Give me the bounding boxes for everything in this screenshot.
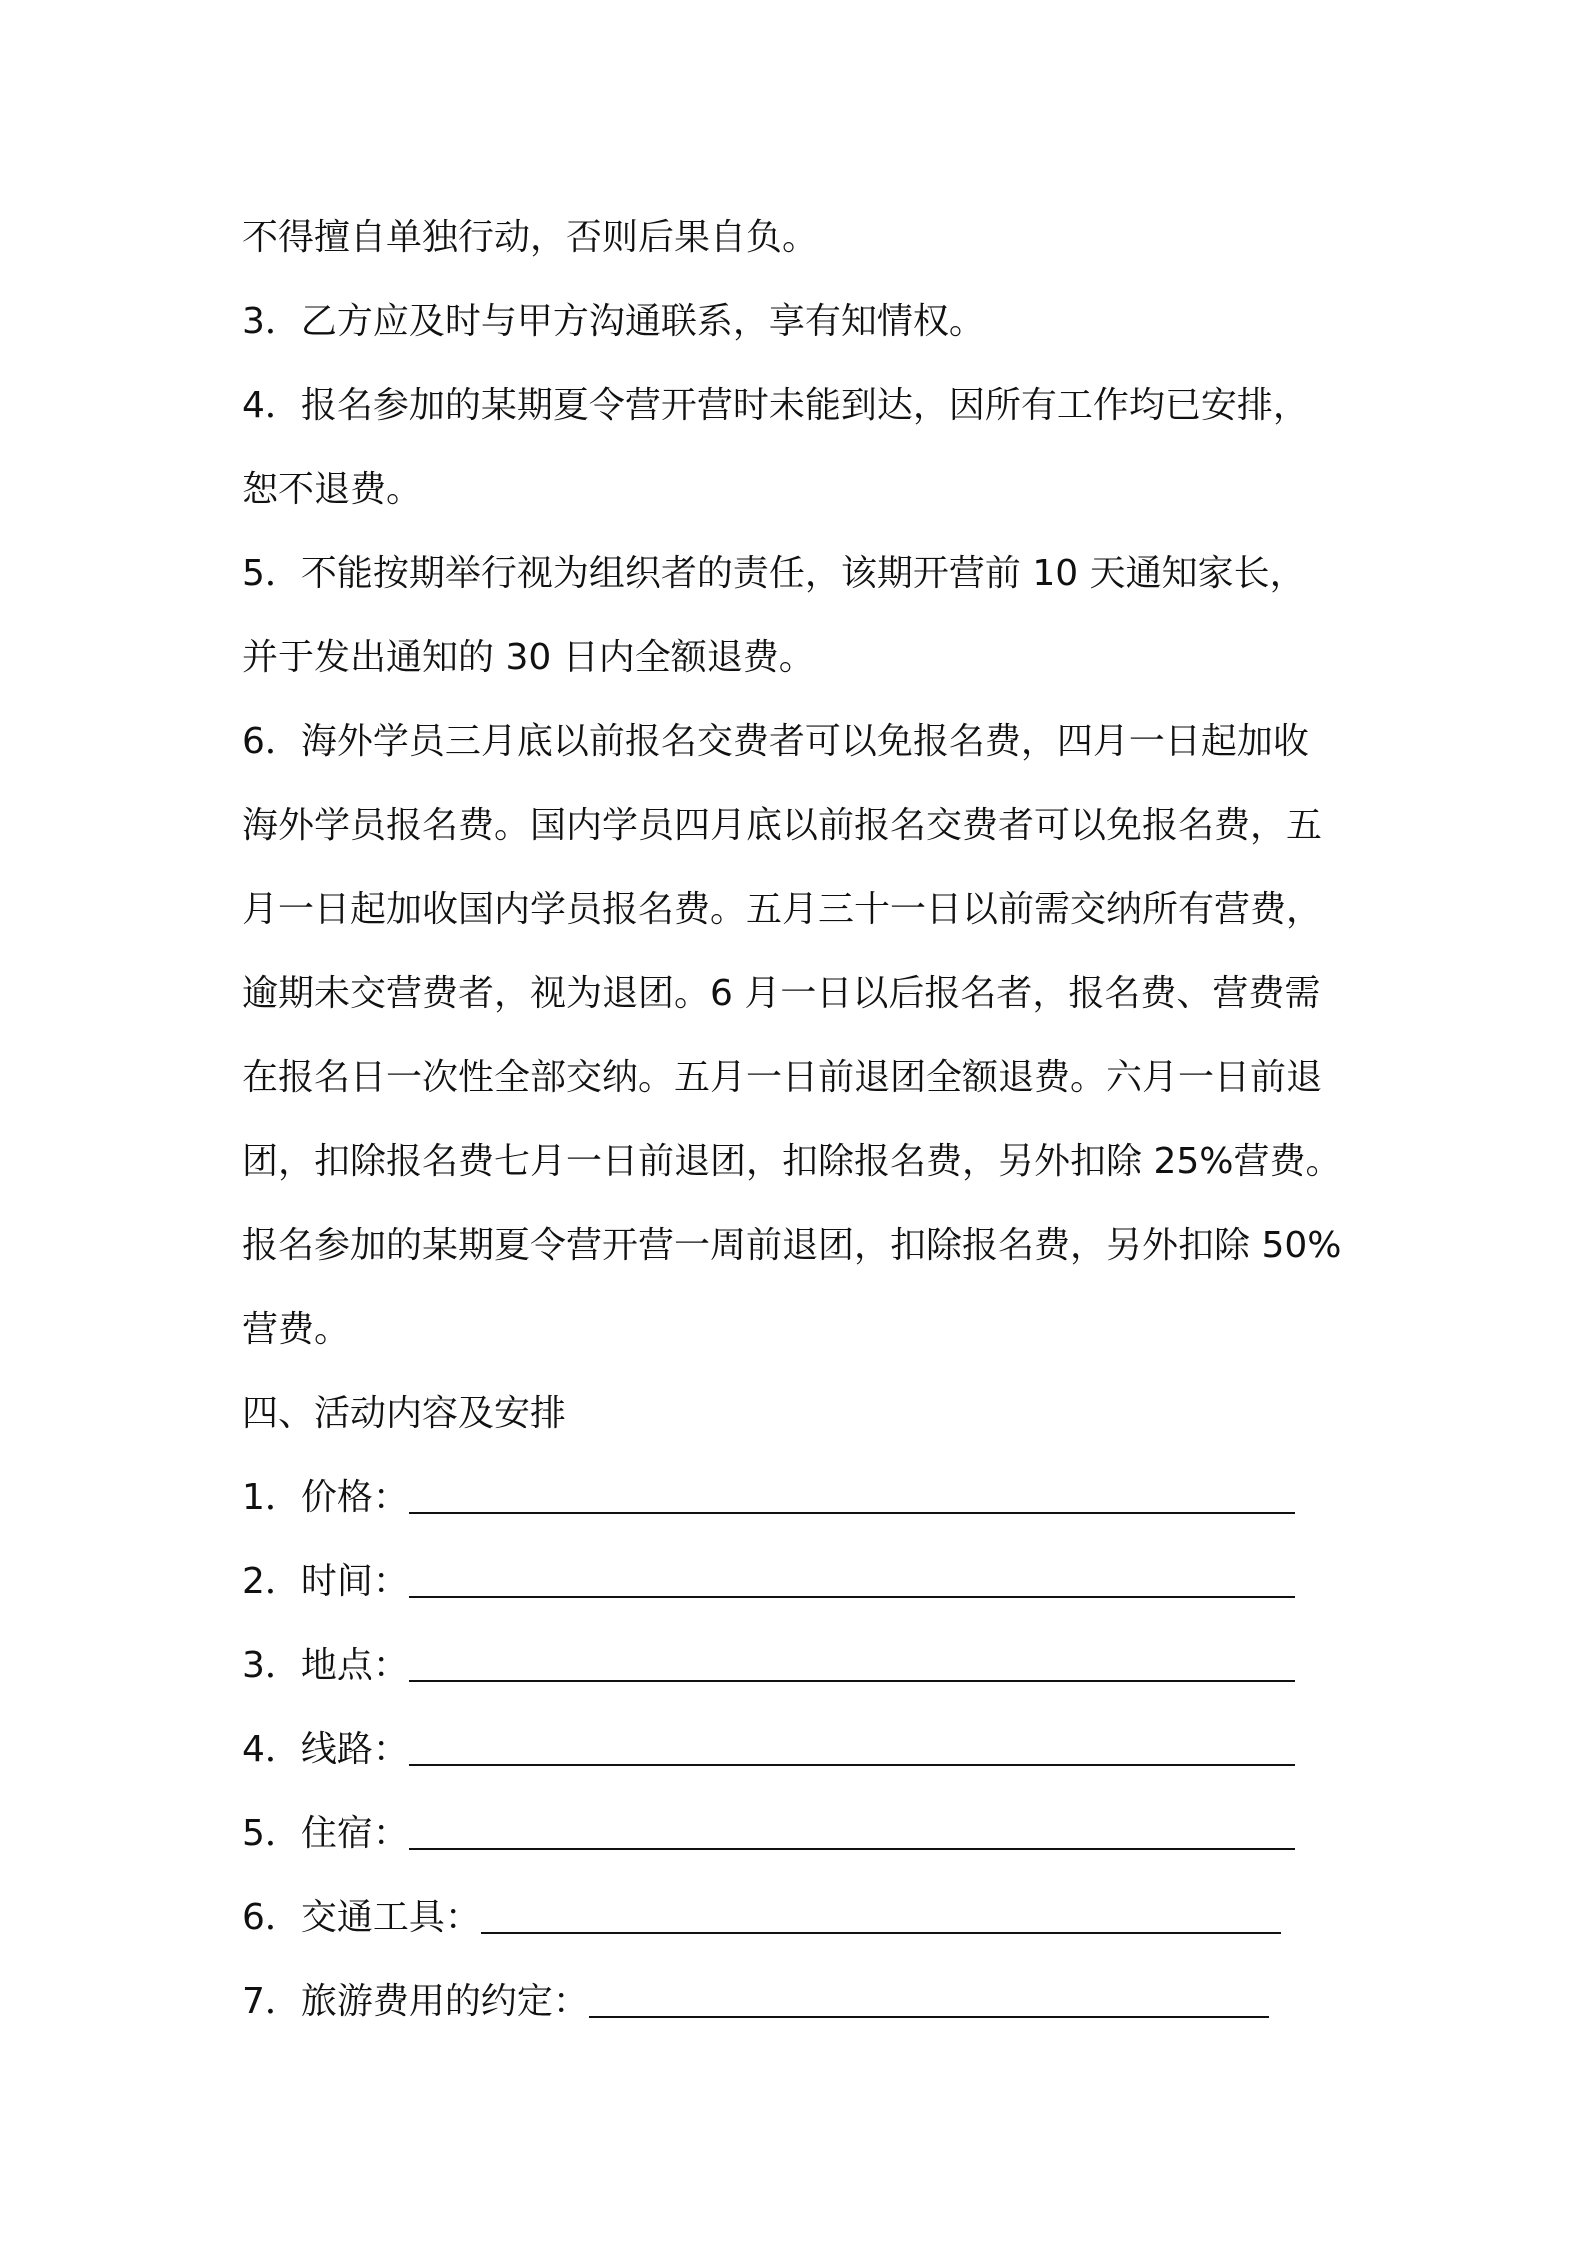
- field-transportation: [242, 1876, 1352, 1960]
- field-label: 5．住宿：: [242, 1813, 409, 1854]
- paragraph-line: 5．不能按期举行视为组织者的责任，该期开营前 10 天通知家长，: [242, 553, 1306, 594]
- field-blank-line: [409, 1510, 1295, 1514]
- field-route: [242, 1708, 1352, 1792]
- paragraph-line: 不得擅自单独行动，否则后果自负。: [242, 217, 819, 258]
- paragraph-line: 6．海外学员三月底以前报名交费者可以免报名费，四月一日起加收: [242, 721, 1309, 762]
- field-blank-line: [589, 2014, 1269, 2018]
- paragraph-line: 海外学员报名费。国内学员四月底以前报名交费者可以免报名费，五: [242, 805, 1323, 846]
- paragraph-line: 团，扣除报名费七月一日前退团，扣除报名费，另外扣除 25%营费。: [242, 1141, 1342, 1182]
- paragraph-line: 恕不退费。: [242, 469, 423, 510]
- field-blank-line: [409, 1846, 1295, 1850]
- field-location: [242, 1624, 1352, 1708]
- paragraph-line: 并于发出通知的 30 日内全额退费。: [242, 637, 815, 678]
- field-travel-fee-agreement: [242, 1960, 1352, 2044]
- field-label: 7．旅游费用的约定：: [242, 1981, 589, 2022]
- field-label: 2．时间：: [242, 1561, 409, 1602]
- paragraph-line: 报名参加的某期夏令营开营一周前退团，扣除报名费，另外扣除 50%: [242, 1225, 1342, 1266]
- field-blank-line: [481, 1930, 1281, 1934]
- field-blank-line: [409, 1762, 1295, 1766]
- paragraph-line: 逾期未交营费者，视为退团。6 月一日以后报名者，报名费、营费需: [242, 973, 1321, 1014]
- paragraph-line: 月一日起加收国内学员报名费。五月三十一日以前需交纳所有营费，: [242, 889, 1323, 930]
- paragraph-line: 3．乙方应及时与甲方沟通联系，享有知情权。: [242, 301, 985, 342]
- field-label: 4．线路：: [242, 1729, 409, 1770]
- field-label: 3．地点：: [242, 1645, 409, 1686]
- field-accommodation: [242, 1792, 1352, 1876]
- field-label: 1．价格：: [242, 1477, 409, 1518]
- paragraph-line: 营费。: [242, 1309, 351, 1350]
- field-blank-line: [409, 1678, 1295, 1682]
- paragraph-line: 4．报名参加的某期夏令营开营时未能到达，因所有工作均已安排，: [242, 385, 1309, 426]
- field-blank-line: [409, 1594, 1295, 1598]
- field-label: 6．交通工具：: [242, 1897, 481, 1938]
- section-title: 四、活动内容及安排: [242, 1393, 567, 1434]
- document-body: [242, 196, 1352, 2044]
- field-price: [242, 1456, 1352, 1540]
- paragraph-line: 在报名日一次性全部交纳。五月一日前退团全额退费。六月一日前退: [242, 1057, 1323, 1098]
- field-time: [242, 1540, 1352, 1624]
